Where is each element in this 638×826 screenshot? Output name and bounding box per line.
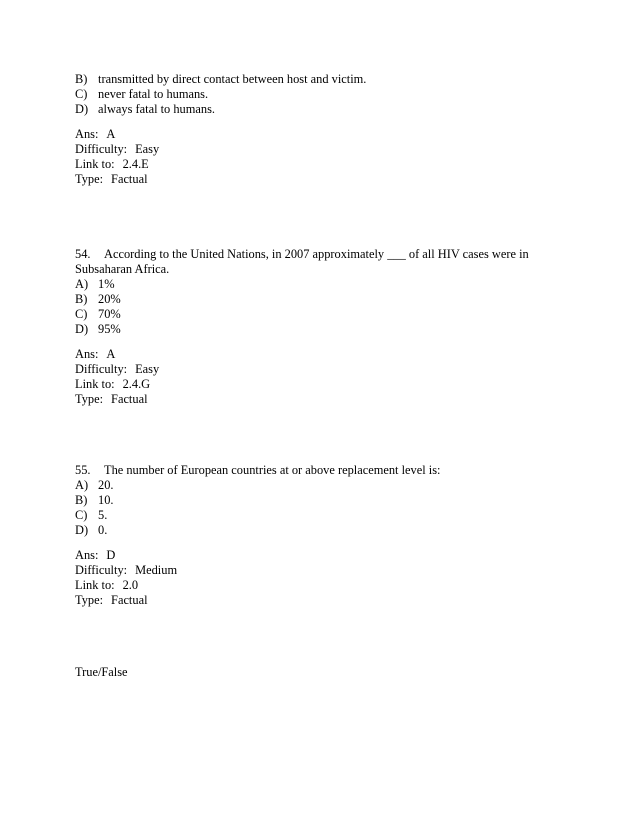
question-text: 55. The number of European countries at or above replacement level is: — [75, 463, 441, 477]
option-b: B) 20% — [75, 292, 121, 306]
answer-line: Ans: A — [75, 127, 116, 141]
link-line: Link to: 2.0 — [75, 578, 139, 592]
answer-line: Ans: A — [75, 347, 116, 361]
option-c: C) 70% — [75, 307, 121, 321]
link-line: Link to: 2.4.G — [75, 377, 151, 391]
section-heading-true-false: True/False — [75, 665, 128, 679]
answer-line: Ans: D — [75, 548, 116, 562]
option-d: D) always fatal to humans. — [75, 102, 215, 116]
option-d: D) 95% — [75, 322, 121, 336]
question-54 — [75, 247, 545, 407]
option-a: A) 20. — [75, 478, 114, 492]
option-b: B) 10. — [75, 493, 114, 507]
difficulty-line: Difficulty: Easy — [75, 142, 160, 156]
link-line: Link to: 2.4.E — [75, 157, 149, 171]
option-c: C) 5. — [75, 508, 108, 522]
type-line: Type: Factual — [75, 593, 148, 607]
difficulty-line: Difficulty: Medium — [75, 563, 178, 577]
question-text-continued: Subsaharan Africa. — [75, 262, 170, 276]
question-55 — [75, 463, 545, 608]
option-a: A) 1% — [75, 277, 115, 291]
type-line: Type: Factual — [75, 392, 148, 406]
question-53-continued — [75, 72, 545, 187]
option-d: D) 0. — [75, 523, 108, 537]
option-c: C) never fatal to humans. — [75, 87, 209, 101]
difficulty-line: Difficulty: Easy — [75, 362, 160, 376]
type-line: Type: Factual — [75, 172, 148, 186]
option-b: B) transmitted by direct contact between host and victim. — [75, 72, 367, 86]
question-text: 54. According to the United Nations, in 2007 approximately ___ of all HIV cases were in — [75, 247, 529, 261]
